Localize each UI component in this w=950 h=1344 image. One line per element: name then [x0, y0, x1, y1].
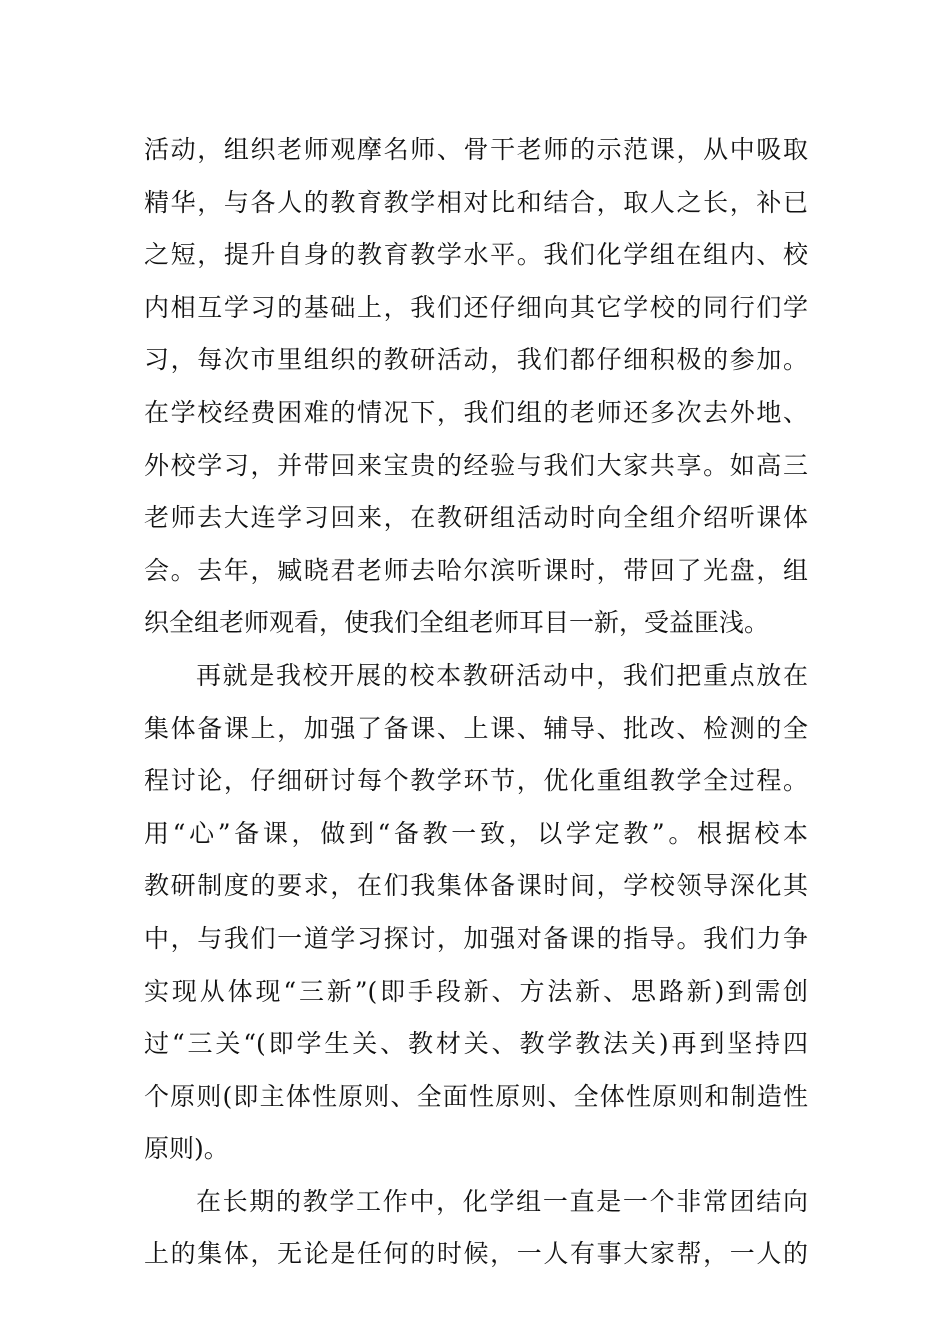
text-line-11: 再就是我校开展的校本教研活动中，我们把重点放在 — [196, 660, 808, 690]
text-line-21: 在长期的教学工作中，化学组一直是一个非常团结向 — [196, 1186, 808, 1216]
text-line-14: 用“心”备课，做到“备教一致，以学定教”。根据校本 — [144, 818, 808, 848]
text-line-8: 老师去大连学习回来，在教研组活动时向全组介绍听课体 — [144, 503, 808, 533]
text-line-5: 习，每次市里组织的教研活动，我们都仔细积极的参加。 — [144, 345, 808, 375]
text-line-19: 个原则(即主体性原则、全面性原则、全体性原则和制造性 — [144, 1081, 808, 1111]
text-line-18: 过“三关“(即学生关、教材关、教学教法关)再到坚持四 — [144, 1029, 808, 1059]
text-line-3: 之短，提升自身的教育教学水平。我们化学组在组内、校 — [144, 240, 808, 270]
text-line-16: 中，与我们一道学习探讨，加强对备课的指导。我们力争 — [144, 923, 808, 953]
text-line-13: 程讨论，仔细研讨每个教学环节，优化重组教学全过程。 — [144, 766, 808, 796]
text-line-12: 集体备课上，加强了备课、上课、辅导、批改、检测的全 — [144, 713, 808, 743]
text-line-6: 在学校经费困难的情况下，我们组的老师还多次去外地、 — [144, 397, 808, 427]
text-line-7: 外校学习，并带回来宝贵的经验与我们大家共享。如高三 — [144, 450, 808, 480]
text-line-10: 织全组老师观看，使我们全组老师耳目一新，受益匪浅。 — [144, 608, 770, 638]
text-line-9: 会。去年，臧晓君老师去哈尔滨听课时，带回了光盘，组 — [144, 555, 808, 585]
text-line-15: 教研制度的要求，在们我集体备课时间，学校领导深化其 — [144, 871, 808, 901]
text-line-4: 内相互学习的基础上，我们还仔细向其它学校的同行们学 — [144, 292, 808, 322]
text-line-22: 上的集体，无论是任何的时候，一人有事大家帮，一人的 — [144, 1239, 808, 1269]
text-line-2: 精华，与各人的教育教学相对比和结合，取人之长，补已 — [144, 187, 808, 217]
body-text — [144, 124, 808, 1281]
text-line-17: 实现从体现“三新”(即手段新、方法新、思路新)到需创 — [144, 976, 808, 1006]
text-line-20: 原则)。 — [144, 1134, 229, 1164]
text-line-1: 活动，组织老师观摩名师、骨干老师的示范课，从中吸取 — [144, 135, 808, 164]
